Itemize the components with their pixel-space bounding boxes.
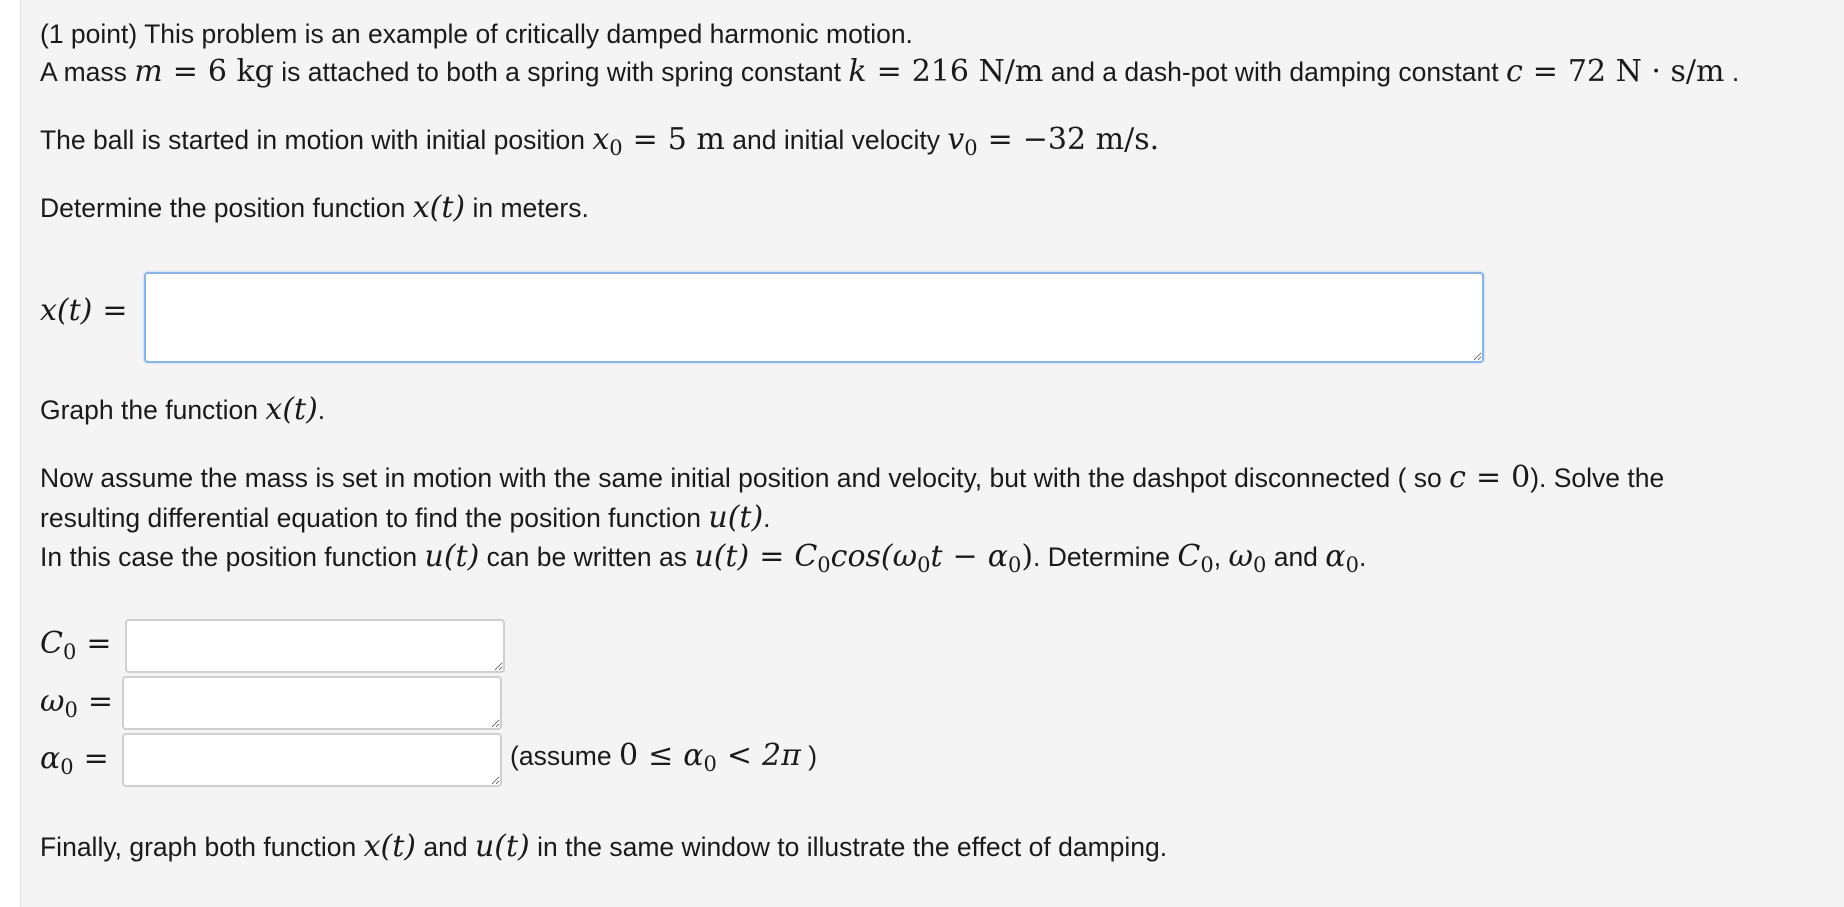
subscript-zero: 0 (60, 755, 74, 779)
omega-symbol: ω (892, 539, 918, 574)
final-prompt (40, 829, 1167, 865)
spring-value: 216 N/m (911, 54, 1044, 89)
c0-symbol: C (1177, 539, 1201, 574)
leq-sign: ≤ (648, 738, 674, 773)
x0-value: 5 m (667, 122, 725, 157)
close-paren: ) (1021, 539, 1034, 574)
omega-symbol: ω (40, 684, 65, 719)
damping-variable: c (1449, 460, 1466, 495)
equals-sign: = (172, 54, 198, 89)
v0-value: −32 m/s. (1022, 122, 1160, 157)
x-of-t: x(t) (40, 293, 93, 328)
equals-sign: = (86, 626, 112, 661)
x-of-t: x(t) (412, 190, 466, 225)
omega-symbol: ω (1228, 539, 1253, 574)
omega0-answer-label (40, 684, 123, 722)
v0-variable: v (947, 122, 965, 157)
alpha-symbol: α (1325, 539, 1346, 574)
u-of-t: u(t) (708, 500, 764, 535)
damping-variable: c (1505, 54, 1523, 89)
spring-variable: k (848, 54, 867, 89)
resulting-suffix: . (763, 503, 771, 533)
initial-position-prefix: The ball is started in motion with initial position (40, 125, 585, 155)
undamped-intro (40, 460, 1664, 496)
c0-answer-label (40, 626, 121, 664)
graph-suffix: . (317, 395, 326, 425)
resulting-prefix: resulting differential equation to find the position function (40, 503, 701, 533)
equals-sign: = (1532, 54, 1558, 89)
x0-variable: x (592, 122, 610, 157)
final-suffix: in the same window to illustrate the effect of damping. (537, 832, 1168, 862)
period: . (1731, 57, 1740, 87)
alpha0-answer-input[interactable] (122, 733, 502, 787)
damping-prefix: and a dash-pot with damping constant (1050, 57, 1499, 87)
undamped-form (40, 539, 1366, 583)
equals-sign: = (876, 54, 902, 89)
subscript-zero: 0 (703, 752, 717, 776)
u-of-t: u(t) (474, 829, 530, 864)
problem-intro: (1 point) This problem is an example of critically damped harmonic motion. (40, 19, 913, 49)
graph-prefix: Graph the function (40, 395, 259, 425)
alpha-symbol: α (683, 738, 704, 773)
initial-conditions (40, 122, 1159, 166)
undamped-suffix: ). Solve the (1530, 463, 1665, 493)
subscript-zero: 0 (62, 640, 77, 664)
spring-prefix: is attached to both a spring with spring constant (281, 57, 842, 87)
mass-variable: m (134, 54, 163, 89)
cos-function: cos( (830, 539, 893, 574)
subscript-zero: 0 (64, 698, 78, 722)
subscript-zero: 0 (1007, 553, 1022, 577)
equals-sign: = (987, 122, 1013, 157)
alpha0-answer-label (40, 741, 119, 779)
c0-symbol: C (40, 626, 63, 661)
final-prefix: Finally, graph both function (40, 832, 357, 862)
lt-sign: < (726, 738, 753, 773)
subscript-zero: 0 (1345, 553, 1359, 577)
subscript-zero: 0 (964, 136, 978, 160)
and-text: and (423, 832, 468, 862)
problem-parameters (40, 54, 1739, 90)
c0-answer-input[interactable] (125, 619, 505, 673)
damping-value: 72 N · s/m (1567, 54, 1725, 89)
equals-sign: = (632, 122, 658, 157)
determine-text: . Determine (1033, 542, 1171, 572)
mass-value: 6 kg (207, 54, 274, 89)
case-prefix: In this case the position function (40, 542, 418, 572)
case-mid: can be written as (486, 542, 688, 572)
xt-answer-label (40, 293, 138, 328)
assume-prefix: (assume (510, 741, 612, 771)
alpha-symbol: α (40, 741, 61, 776)
undamped-resulting (40, 500, 771, 536)
and-text: and (1273, 542, 1318, 572)
subscript-zero: 0 (817, 553, 831, 577)
subscript-zero: 0 (1252, 553, 1267, 577)
alpha0-range-hint (510, 738, 817, 782)
xt-answer-input[interactable] (144, 272, 1484, 363)
comma: , (1213, 542, 1222, 572)
zero-value: 0 (619, 738, 639, 773)
determine-suffix: in meters. (472, 193, 589, 223)
c0-symbol: C (794, 539, 818, 574)
period: . (1358, 542, 1367, 572)
x-of-t: x(t) (363, 829, 416, 864)
x-of-t: x(t) (265, 392, 318, 427)
u-of-t: u(t) (424, 539, 480, 574)
graph-prompt (40, 392, 325, 428)
equals-sign: = (1475, 460, 1502, 495)
equals-sign: = (759, 539, 785, 574)
subscript-zero: 0 (917, 553, 931, 577)
mass-prefix: A mass (40, 57, 127, 87)
alpha-symbol: α (987, 539, 1008, 574)
t-symbol: t (930, 539, 943, 574)
omega0-answer-input[interactable] (122, 676, 502, 730)
assume-suffix: ) (808, 741, 818, 771)
subscript-zero: 0 (1200, 553, 1214, 577)
zero-value: 0 (1511, 460, 1531, 495)
initial-velocity-prefix: and initial velocity (732, 125, 940, 155)
determine-prefix: Determine the position function (40, 193, 406, 223)
equals-sign: = (102, 293, 128, 328)
minus-sign: − (952, 539, 978, 574)
equals-sign: = (83, 741, 109, 776)
equals-sign: = (87, 684, 113, 719)
u-of-t: u(t) (694, 539, 750, 574)
determine-prompt (40, 190, 589, 226)
two-pi: 2π (762, 738, 801, 773)
undamped-prefix: Now assume the mass is set in motion with the same initial position and velocity, but with the dashpot disconnected ( so (40, 463, 1442, 493)
subscript-zero: 0 (609, 136, 623, 160)
